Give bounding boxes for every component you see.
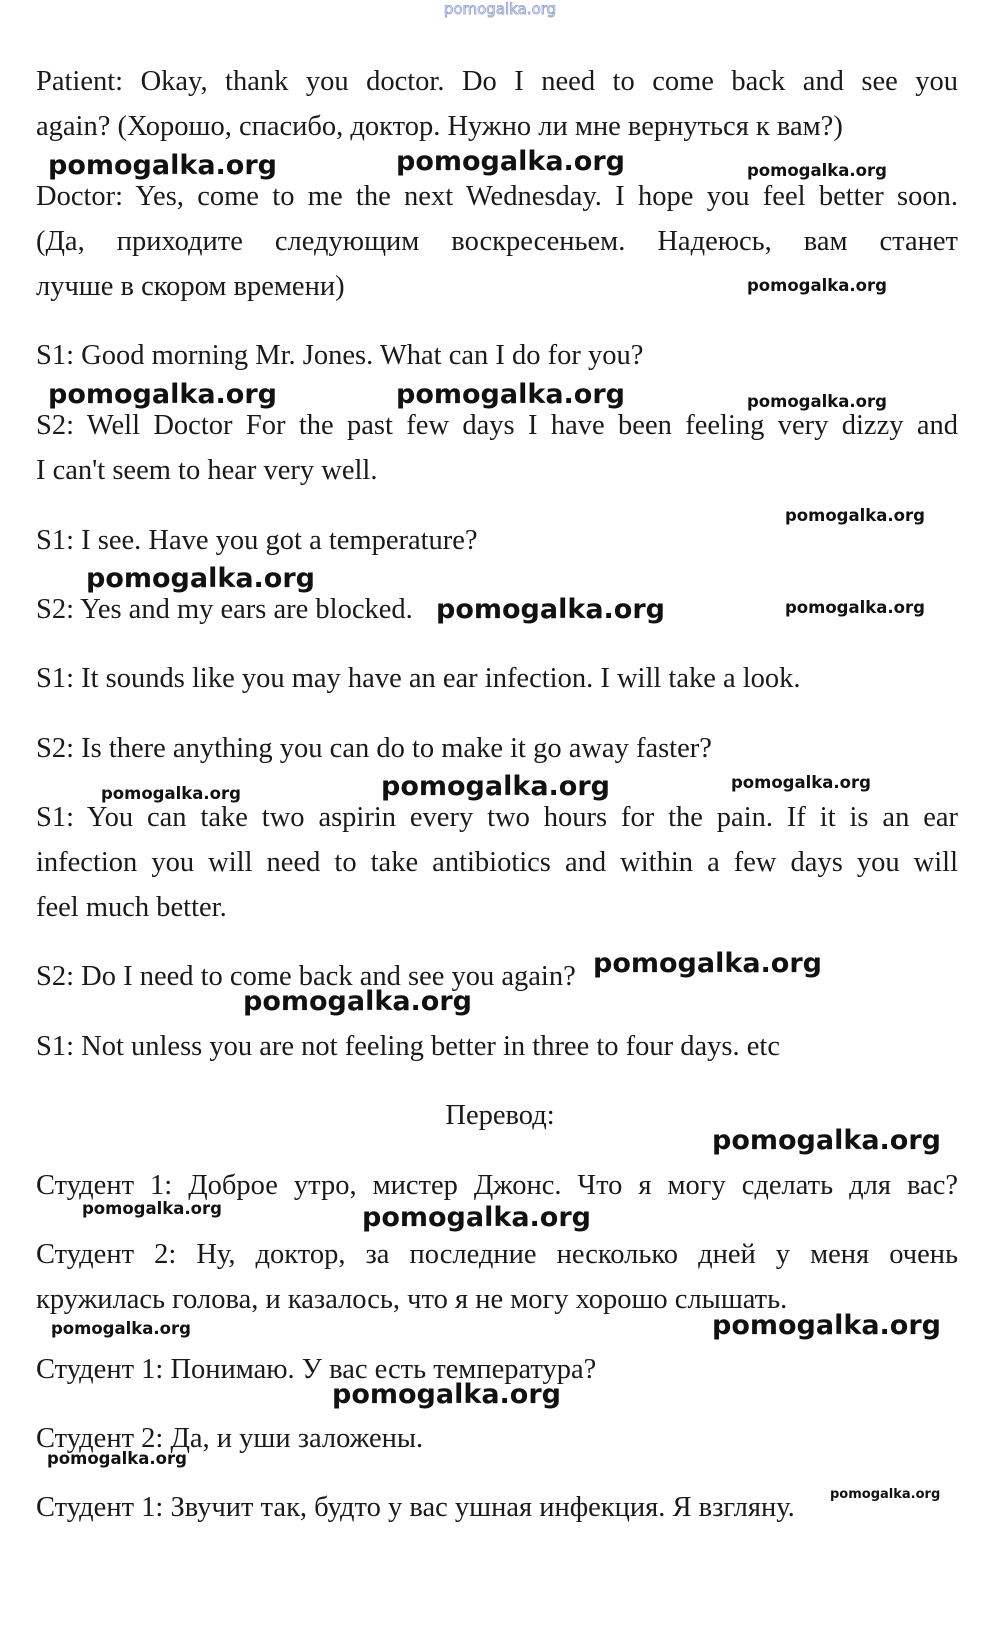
translation-heading: Перевод: — [445, 1100, 555, 1131]
text-line: S2: Is there anything you can do to make it go away faster? — [36, 733, 712, 764]
watermark: pomogalka.org — [396, 146, 625, 177]
text-line: Студент 1: Звучит так, будто у вас ушная инфекция. Я взгляну. — [36, 1492, 795, 1523]
watermark: pomogalka.org — [785, 598, 925, 617]
text-line: S2: Yes and my ears are blocked. — [36, 594, 413, 625]
watermark: pomogalka.org — [747, 161, 887, 180]
text-line: feel much better. — [36, 892, 227, 923]
text-line: Студент 1: Доброе утро, мистер Джонс. Что я могу сделать для вас? — [36, 1170, 958, 1201]
watermark: pomogalka.org — [830, 1487, 941, 1502]
text-line: S1: It sounds like you may have an ear infection. I will take a look. — [36, 663, 801, 694]
watermark: pomogalka.org — [785, 506, 925, 525]
text-line: S1: You can take two aspirin every two hours for the pain. If it is an ear — [36, 802, 958, 833]
text-line: кружилась голова, и казалось, что я не могу хорошо слышать. — [36, 1284, 788, 1315]
watermark: pomogalka.org — [747, 392, 887, 411]
watermark: pomogalka.org — [51, 1319, 191, 1338]
text-line: S2: Do I need to come back and see you again? — [36, 961, 576, 992]
watermark: pomogalka.org — [101, 784, 241, 803]
text-line: Студент 1: Понимаю. У вас есть температура? — [36, 1354, 597, 1385]
watermark: pomogalka.org — [747, 276, 887, 295]
text-line: S2: Well Doctor For the past few days I have been feeling very dizzy and — [36, 410, 958, 441]
text-line: (Да, приходите следующим воскресеньем. Надеюсь, вам станет — [36, 226, 958, 257]
text-line: Doctor: Yes, come to me the next Wednesday. I hope you feel better soon. — [36, 181, 958, 212]
watermark: pomogalka.org — [362, 1202, 591, 1233]
text-line: лучше в скором времени) — [36, 271, 345, 302]
watermark: pomogalka.org — [712, 1310, 941, 1341]
text-line: Студент 2: Да, и уши заложены. — [36, 1423, 424, 1454]
watermark: pomogalka.org — [731, 773, 871, 792]
text-line: S1: Good morning Mr. Jones. What can I do for you? — [36, 340, 644, 371]
watermark: pomogalka.org — [48, 379, 277, 410]
text-line: again? (Хорошо, спасибо, доктор. Нужно ли мне вернуться к вам?) — [36, 111, 843, 142]
text-line: I can't seem to hear very well. — [36, 455, 378, 486]
text-line: Студент 2: Ну, доктор, за последние несколько дней у меня очень — [36, 1239, 958, 1270]
watermark: pomogalka.org — [243, 986, 472, 1017]
header-watermark: pomogalka.org — [443, 0, 557, 18]
watermark: pomogalka.org — [436, 594, 665, 625]
text-line: S1: Not unless you are not feeling better in three to four days. etc — [36, 1031, 780, 1062]
watermark: pomogalka.org — [396, 379, 625, 410]
watermark: pomogalka.org — [332, 1379, 561, 1410]
text-line: S1: I see. Have you got a temperature? — [36, 525, 478, 556]
watermark: pomogalka.org — [48, 150, 277, 181]
watermark: pomogalka.org — [82, 1199, 222, 1218]
watermark: pomogalka.org — [86, 563, 315, 594]
watermark: pomogalka.org — [47, 1449, 187, 1468]
watermark: pomogalka.org — [593, 948, 822, 979]
text-line: Patient: Okay, thank you doctor. Do I need to come back and see you — [36, 66, 958, 97]
watermark: pomogalka.org — [381, 771, 610, 802]
watermark: pomogalka.org — [712, 1125, 941, 1156]
text-line: infection you will need to take antibiotics and within a few days you will — [36, 847, 958, 878]
